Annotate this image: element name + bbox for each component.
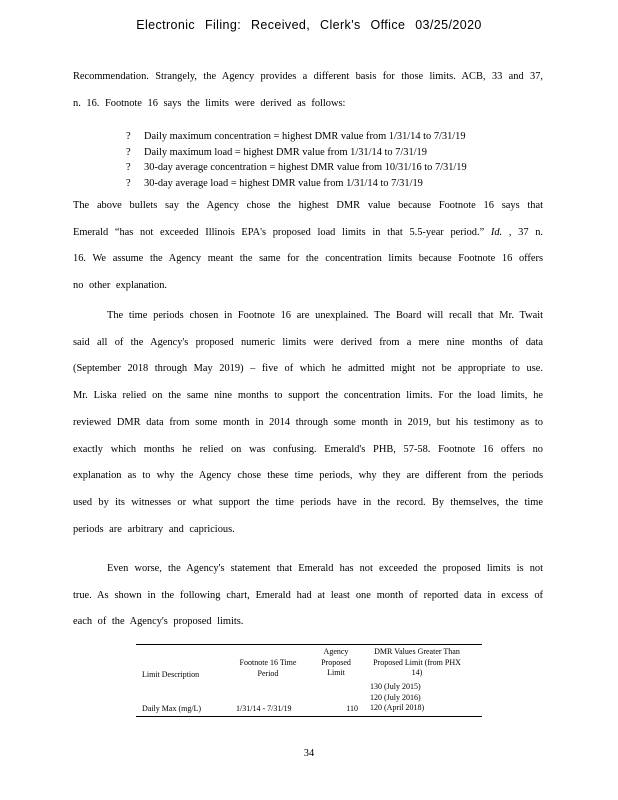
paragraph-2-text-b: , 37 n. 16. We assume the Agency meant the same for the concentration limits because Footnote 16 offers no other explanation. <box>73 226 543 292</box>
header-proposed-limit: Agency Proposed Limit <box>321 647 351 677</box>
bullet-item <box>126 145 546 161</box>
bullet-marker: ? <box>126 146 131 158</box>
dmr-value: 130 (July 2015) <box>370 682 421 691</box>
dmr-value: 120 (July 2016) <box>370 692 421 702</box>
bullet-item <box>126 176 546 192</box>
paragraph-2-text-a: The above bullets say the Agency chose the highest DMR value because Footnote 16 says that Emerald “has not exceeded Illinois EPA's proposed load limits in that 5.5-year period.” <box>73 200 543 238</box>
bullet-item <box>126 129 546 145</box>
bullet-text: Daily maximum load = highest DMR value from 1/31/14 to 7/31/19 <box>144 146 427 158</box>
citation-id: Id. <box>490 226 503 238</box>
row-dmr-values <box>370 682 470 714</box>
filing-header: Electronic Filing: Received, Clerk's Office 03/25/2020 <box>136 18 482 32</box>
header-limit-description: Limit Description <box>142 670 200 679</box>
bullet-text: Daily maximum concentration = highest DMR value from 1/31/14 to 7/31/19 <box>144 131 466 142</box>
header-time-period: Footnote 16 Time Period <box>239 658 297 678</box>
header-dmr-values: DMR Values Greater Than Proposed Limit (from PHX 14) <box>373 647 461 677</box>
paragraph-4: Even worse, the Agency's statement that Emerald has not exceeded the proposed limits is not true. As shown in the following chart, Emerald had at least one month of reported data in excess of each of the Agency's proposed limits. <box>73 563 543 628</box>
bullet-marker: ? <box>126 162 131 174</box>
table-bottom-rule <box>136 716 482 717</box>
bullet-item <box>126 160 546 176</box>
paragraph-1: Recommendation. Strangely, the Agency provides a different basis for those limits. ACB, 33 and 37, n. 16. Footnote 16 says the limits were derived as follows: <box>73 71 543 109</box>
paragraph-3: The time periods chosen in Footnote 16 are unexplained. The Board will recall that Mr. Twait said all of the Agency's proposed numeric limits were derived from a mere nine months of data (September 2018 through May 2019) – five of which he admitted might not be appropriate to use. Mr. Liska relied on the same nine months to support the concentration limits. For the load limits, he reviewed DMR data from some month in 2014 through some month in 2019, but his testimony as to exactly which months he relied on was confusing. Emerald's PHB, 57-58. Footnote 16 offers no explanation as to why the Agency chose these time periods, why they are different from the periods used by its witnesses or what support the time periods have in the record. By themselves, the time periods are arbitrary and capricious. <box>73 310 543 535</box>
bullet-text: 30-day average concentration = highest DMR value from 10/31/16 to 7/31/19 <box>144 162 467 174</box>
paragraph-2 <box>73 193 543 300</box>
page-number: 34 <box>303 748 315 759</box>
row-limit-description: Daily Max (mg/L) <box>142 704 202 713</box>
bullet-marker: ? <box>126 131 131 142</box>
bullet-list <box>126 129 546 192</box>
dmr-value: 120 (April 2018) <box>370 703 425 712</box>
bullet-text: 30-day average load = highest DMR value from 1/31/14 to 7/31/19 <box>144 178 423 190</box>
row-time-period: 1/31/14 - 7/31/19 <box>236 704 292 713</box>
bullet-marker: ? <box>126 178 131 190</box>
row-proposed-limit: 110 <box>346 704 358 713</box>
table-top-rule <box>136 644 482 645</box>
